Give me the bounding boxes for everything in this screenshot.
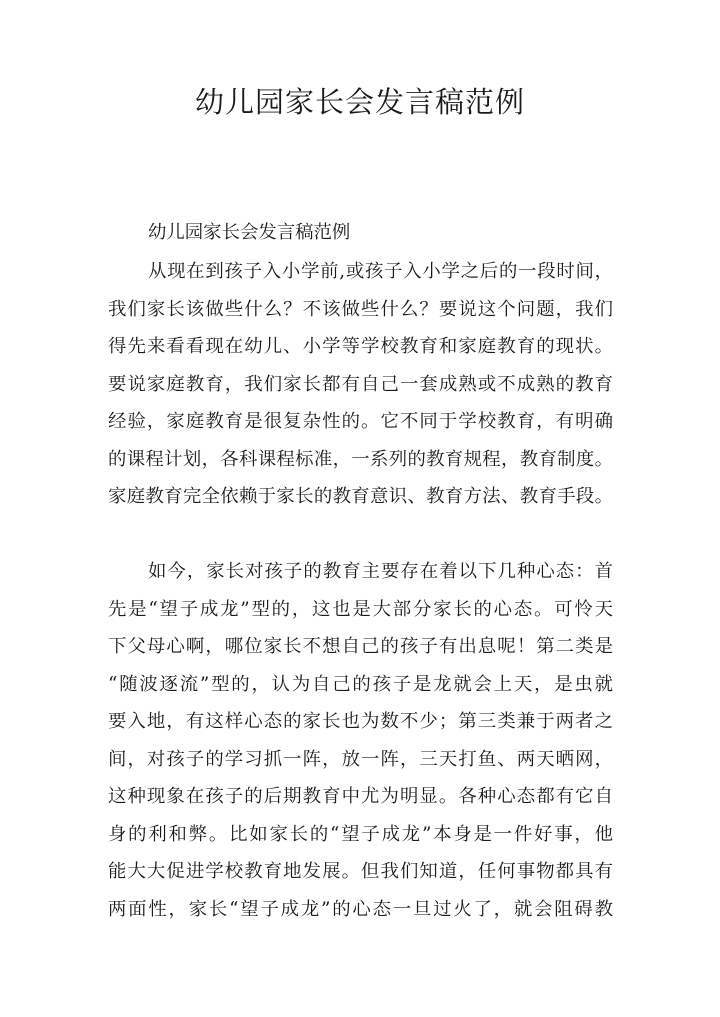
paragraph-line: 间，对孩子的学习抓一阵，放一阵，三天打鱼、两天晒网，	[108, 748, 613, 770]
paragraph-line: 如今，家长对孩子的教育主要存在着以下几种心态：首	[148, 561, 613, 582]
paragraph-line: 经验，家庭教育是很复杂性的。它不同于学校教育，有明确	[108, 411, 613, 432]
paragraph-1	[108, 253, 613, 516]
paragraph-line: 从现在到孩子入小学前,或孩子入小学之后的一段时间，	[148, 261, 613, 282]
document-title: 幼儿园家长会发言稿范例	[194, 85, 525, 119]
paragraph-line: “随波逐流”型的，认为自己的孩子是龙就会上天，是虫就	[108, 673, 613, 695]
paragraph-line: 要入地，有这样心态的家长也为数不少；第三类兼于两者之	[108, 711, 613, 732]
paragraph-line: 家庭教育完全依赖于家长的教育意识、教育方法、教育手段。	[108, 486, 613, 507]
paragraph-line: 先是“望子成龙”型的，这也是大部分家长的心态。可怜天	[108, 598, 613, 620]
paragraph-line: 两面性，家长“望子成龙”的心态一旦过火了，就会阻碍教	[108, 898, 613, 920]
paragraph-line: 身的利和弊。比如家长的“望子成龙”本身是一件好事，他	[108, 823, 613, 845]
paragraph-2	[108, 553, 613, 928]
paragraph-line: 我们家长该做些什么？不该做些什么？要说这个问题，我们	[108, 298, 613, 320]
paragraph-line: 得先来看看现在幼儿、小学等学校教育和家庭教育的现状。	[108, 336, 613, 357]
paragraph-line: 这种现象在孩子的后期教育中尤为明显。各种心态都有它自	[108, 786, 613, 807]
paragraph-line: 下父母心啊，哪位家长不想自己的孩子有出息呢！第二类是	[108, 636, 613, 657]
paragraph-line: 要说家庭教育，我们家长都有自己一套成熟或不成熟的教育	[108, 373, 613, 395]
paragraph-line: 的课程计划，各科课程标准，一系列的教育规程，教育制度。	[108, 448, 613, 470]
paragraph-line: 能大大促进学校教育地发展。但我们知道，任何事物都具有	[108, 861, 613, 882]
section-subheading: 幼儿园家长会发言稿范例	[148, 222, 351, 243]
